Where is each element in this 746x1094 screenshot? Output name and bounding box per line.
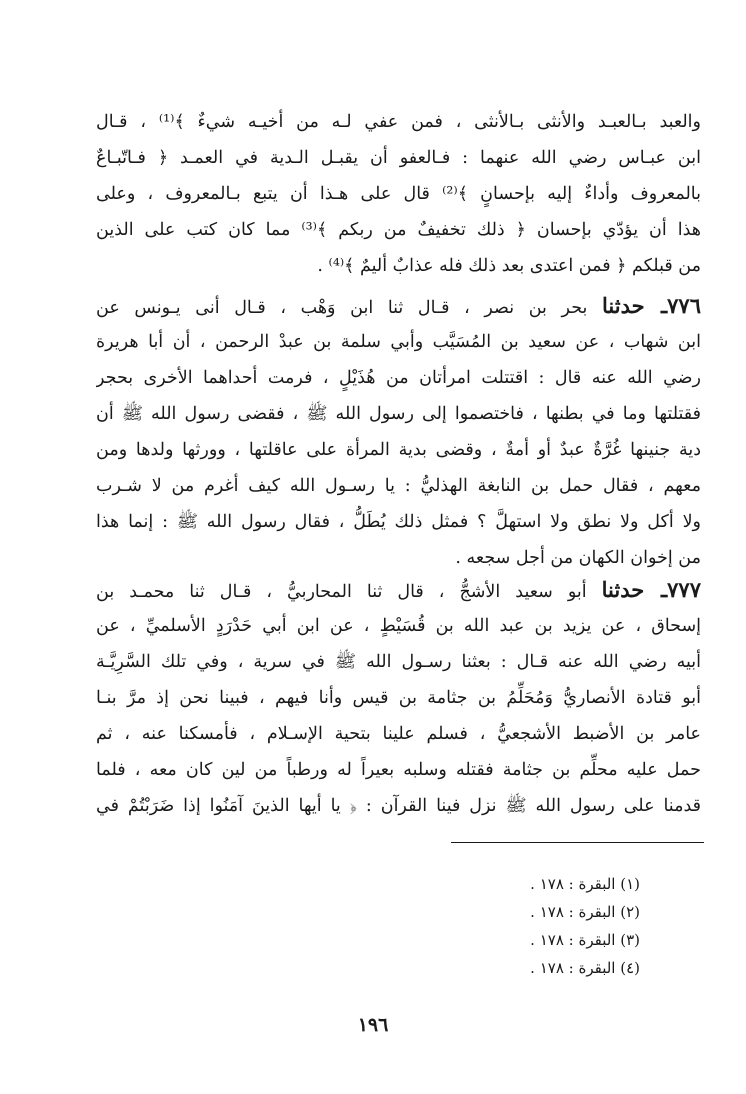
hadith-first-line-text: أبو سعيد الأشجُّ ، قال ثنا المحاربيُّ ، قـال ثنا محمـد بن	[96, 582, 587, 602]
text-line: أبيه رضي الله عنه قـال : بعثنا رسـول الله ﷺ في سرية ، وفي تلك السَّرِيَّـة	[96, 652, 701, 672]
text-line: ابن شهاب ، عن سعيد بن المُسَيَّب وأبي سلمة بن عبدْ الرحمن ، أن أبا هريرة	[96, 332, 701, 352]
text-line: ولا أكل ولا نطق ولا استهلَّ ؟ فمثل ذلك يُطَلُّ ، فقال رسول الله ﷺ : إنما هذا	[96, 512, 701, 532]
text-line: ابن عبـاس رضي الله عنهما : فـالعفو أن يقبـل الـدية في العمـد ﴿ فـاتّبـاعٌ	[96, 148, 701, 168]
text-line: هذا أن يؤدّي بإحسان ﴿ ذلك تخفيفٌ من ربكم ﴾⁽³⁾ مما كان كتب على الذين	[96, 220, 701, 240]
footnote: (٤) البقرة : ١٧٨ .	[530, 959, 640, 977]
text-line: قدمنا على رسول الله ﷺ نزل فينا القرآن : ﴿ يا أيها الذينَ آمَنُوا إذا ضَرَبْتُمْ في	[96, 796, 701, 816]
footnotes	[300, 870, 640, 982]
footnote: (٢) البقرة : ١٧٨ .	[530, 903, 640, 921]
paragraph-quran-commentary	[96, 104, 701, 284]
text-line: معهم ، فقال حمل بن النابغة الهذليُّ : يا رسـول الله كيف أغرم من لا شـرب	[96, 476, 701, 496]
hadith-776	[96, 288, 701, 576]
text-line: رضي الله عنه قال : اقتتلت امرأتان من هُذَيْلٍ ، فرمت أحداهما الأخرى بحجر	[96, 368, 701, 388]
hadith-777	[96, 572, 701, 824]
footnote-separator	[451, 842, 704, 843]
hadith-number: ٧٧٦	[667, 293, 701, 318]
text-line: والعبد بـالعبـد والأنثى بـالأنثى ، فمن عفي لـه من أخيـه شيءٌ ﴾⁽¹⁾ ، قـال	[96, 112, 701, 132]
hadith-header-word: ـ حدثنا	[601, 577, 668, 602]
text-line: عامر بن الأضبط الأشجعيُّ ، فسلم علينا بتحية الإسـلام ، فأمسكنا عنه ، ثم	[96, 724, 701, 744]
footnote: (١) البقرة : ١٧٨ .	[530, 875, 640, 893]
page-number: ١٩٦	[357, 1014, 389, 1036]
hadith-first-line	[96, 572, 701, 608]
footnote: (٣) البقرة : ١٧٨ .	[530, 931, 640, 949]
text-line: أبو قتادة الأنصاريُّ وَمُحَلِّمُ بن جثامة بن قيس وأنا فيهم ، فبينا نحن إذ مرَّ بنـا	[96, 688, 701, 708]
hadith-first-line	[96, 288, 701, 324]
text-line: إسحاق ، عن يزيد بن عبد الله بن قُسَيْطٍ ، عن ابن أبي حَدْرَدٍ الأسلميِّ ، عن	[96, 616, 701, 636]
text-line: بالمعروف وأداءٌ إليه بإحسانٍ ﴾⁽²⁾ قال على هـذا أن يتبع بـالمعروف ، وعلى	[96, 184, 701, 204]
hadith-header-word: ـ حدثنا	[602, 293, 668, 318]
text-line: من قبلكم ﴿ فمن اعتدى بعد ذلك فله عذابٌ أليمٌ ﴾⁽⁴⁾ .	[317, 256, 701, 276]
text-line: من إخوان الكهان من أجل سجعه .	[455, 548, 701, 568]
text-line: فقتلتها وما في بطنها ، فاختصموا إلى رسول الله ﷺ ، فقضى رسول الله ﷺ أن	[96, 404, 701, 424]
text-line: دية جنينها غُرَّةٌ عبدٌ أو أمةٌ ، وقضى بدية المرأة على عاقلتها ، وورثها ولدها ومن	[96, 440, 701, 460]
text-line: حمل عليه محلِّم بن جثامة فقتله وسلبه بعيراً له ورطباً من لين كان معه ، فلما	[96, 760, 701, 780]
hadith-first-line-text: بحر بن نصر ، قـال ثنا ابن وَهْب ، قـال أنى يـونس عن	[96, 298, 588, 318]
hadith-number: ٧٧٧	[667, 577, 701, 602]
